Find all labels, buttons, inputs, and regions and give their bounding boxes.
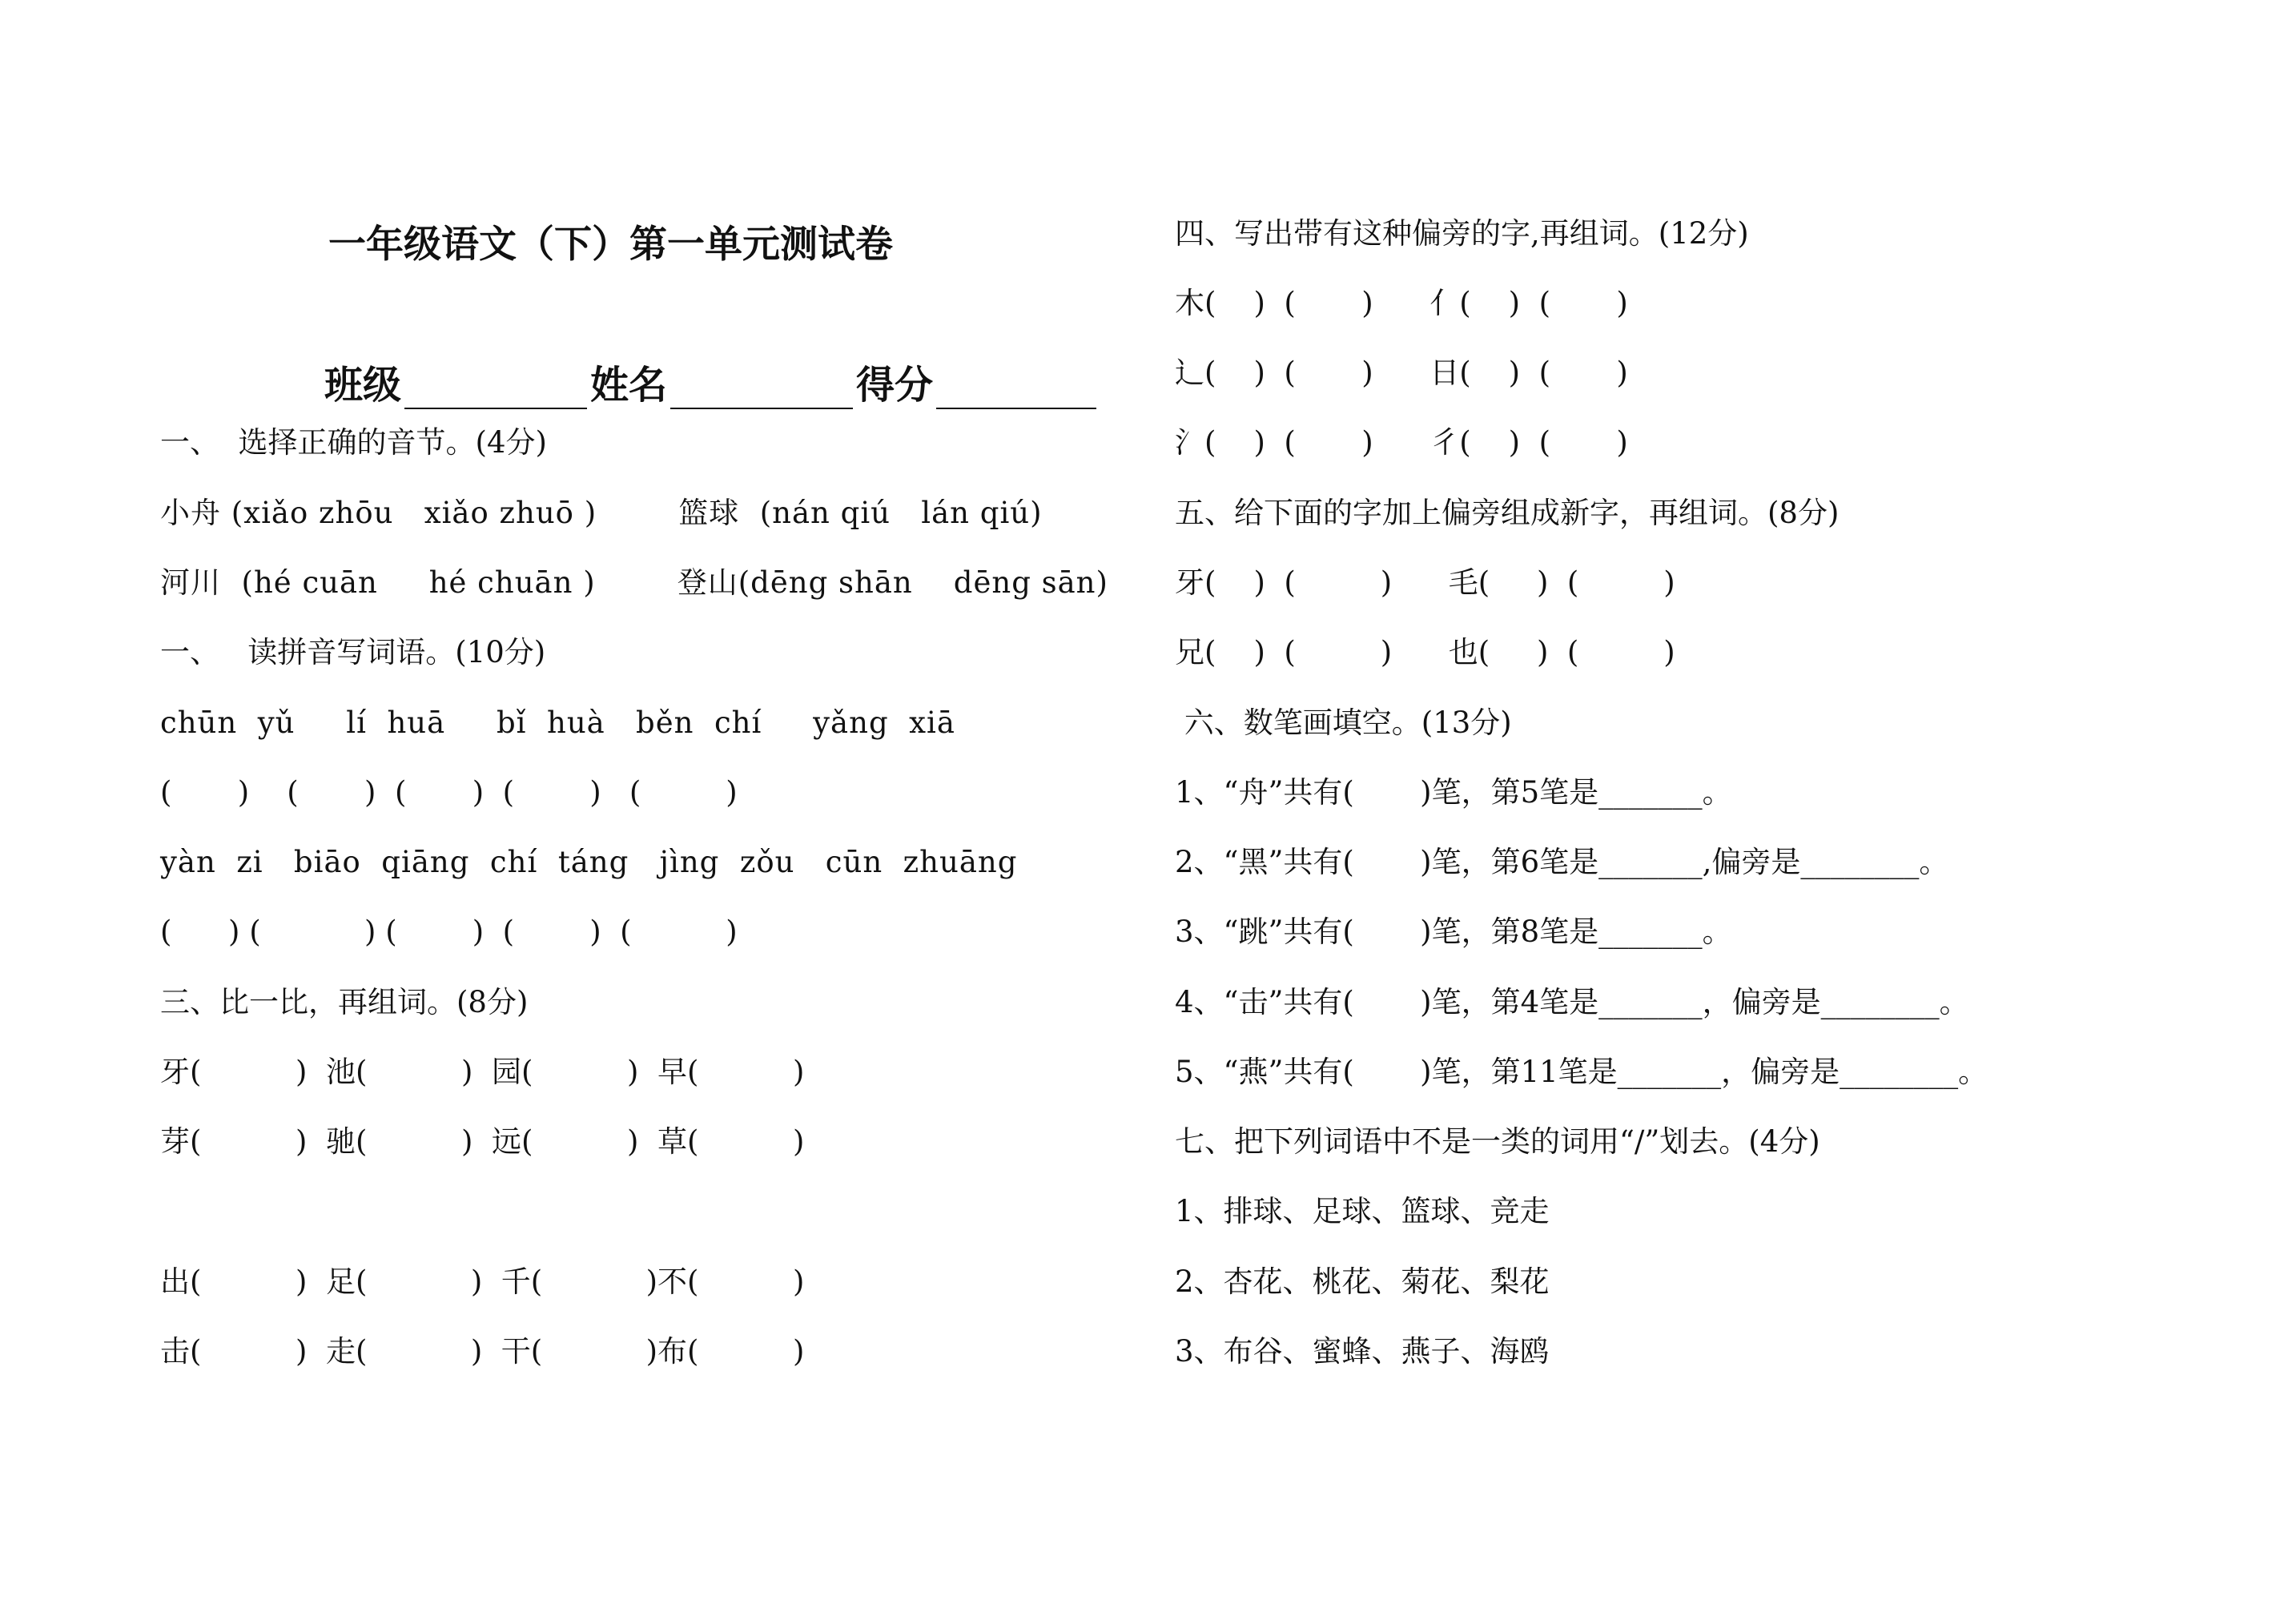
answer-row: ( ) ( ) ( ) ( ) ( ) xyxy=(160,915,738,949)
question-row: 5、“燕”共有( )笔，第11笔是_______，偏旁是________。 xyxy=(1175,1055,1988,1089)
pinyin-row: chūn yǔ lí huā bǐ huà běn chí yǎng xiā xyxy=(160,705,955,740)
question-row: 芽( ) 驰( ) 远( ) 草( ) xyxy=(160,1124,805,1159)
answer-row: ( ) ( ) ( ) ( ) ( ) xyxy=(160,775,738,810)
section-3-heading: 三、比一比，再组词。(8分) xyxy=(160,985,529,1019)
question-row: 河川 (hé cuān hé chuān ) 登山(dēng shān dēng sān) xyxy=(160,565,1108,600)
student-info xyxy=(324,354,1100,409)
section-2-heading: 一、 读拼音写词语。(10分) xyxy=(160,635,546,669)
question-row: 2、杏花、桃花、菊花、梨花 xyxy=(1175,1264,1550,1299)
question-row: 2、“黑”共有( )笔，第6笔是_______,偏旁是________。 xyxy=(1175,845,1949,879)
question-row: 4、“击”共有( )笔，第4笔是_______，偏旁是________。 xyxy=(1175,985,1969,1019)
pinyin-row: yàn zi biāo qiāng chí táng jìng zǒu cūn zhuāng xyxy=(160,845,1018,879)
score-label: 得分 xyxy=(856,363,934,408)
section-1-heading: 一、 选择正确的音节。(4分) xyxy=(160,425,547,460)
section-4-heading: 四、写出带有这种偏旁的字,再组词。(12分) xyxy=(1175,216,1749,251)
question-row: 出( ) 足( ) 千( )不( ) xyxy=(160,1264,805,1299)
question-row: 牙( ) ( ) 毛( ) ( ) xyxy=(1175,565,1675,600)
score-field[interactable] xyxy=(936,376,1096,409)
section-5-heading: 五、给下面的字加上偏旁组成新字，再组词。(8分) xyxy=(1175,496,1840,530)
question-row: 1、“舟”共有( )笔，第5笔是_______。 xyxy=(1175,775,1732,810)
question-row: 氵( ) ( ) 彳( ) ( ) xyxy=(1175,425,1628,460)
question-row: 小舟 (xiǎo zhōu xiǎo zhuō ) 篮球 (nán qiú lán qiú) xyxy=(160,496,1043,530)
question-row: 3、“跳”共有( )笔，第8笔是_______。 xyxy=(1175,915,1732,949)
page-title: 一年级语文（下）第一单元测试卷 xyxy=(328,223,893,267)
class-label: 班级 xyxy=(324,363,402,408)
section-7-heading: 七、把下列词语中不是一类的词用“/”划去。(4分) xyxy=(1175,1124,1820,1159)
question-row: 牙( ) 池( ) 园( ) 早( ) xyxy=(160,1055,805,1089)
class-field[interactable] xyxy=(404,376,587,409)
name-field[interactable] xyxy=(670,376,853,409)
question-row: 3、布谷、蜜蜂、燕子、海鸥 xyxy=(1175,1334,1550,1369)
question-row: 兄( ) ( ) 也( ) ( ) xyxy=(1175,635,1675,669)
name-label: 姓名 xyxy=(590,363,668,408)
section-6-heading: 六、数笔画填空。(13分) xyxy=(1175,705,1512,740)
question-row: 辶( ) ( ) 日( ) ( ) xyxy=(1175,356,1628,390)
question-row: 1、排球、足球、篮球、竞走 xyxy=(1175,1194,1550,1228)
question-row: 木( ) ( ) 亻( ) ( ) xyxy=(1175,286,1628,320)
question-row: 击( ) 走( ) 干( )布( ) xyxy=(160,1334,805,1369)
